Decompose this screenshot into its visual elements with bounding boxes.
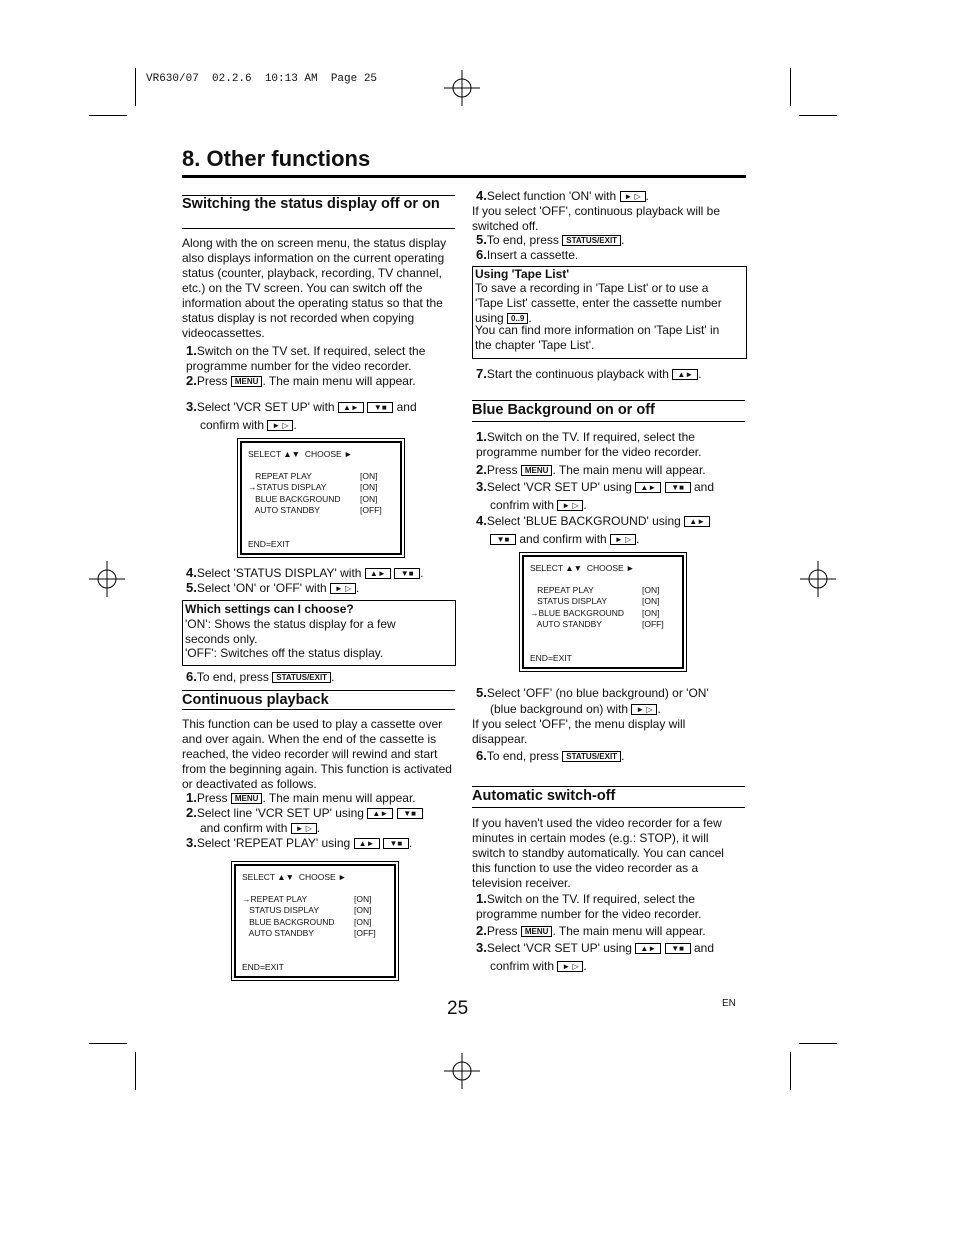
down-stop-key: ▼■ [665,943,691,954]
step-text: Select function 'ON' with [486,189,617,203]
step-text: 4. [476,188,487,203]
menu-value: [ON] [354,905,372,915]
step-text: To end, press [486,749,559,763]
step-text: . The main menu will appear. [262,374,416,388]
blue-step-5 [476,685,746,701]
info-box-tape-list [472,266,747,359]
menu-header: SELECT ▲▼ CHOOSE ► [530,563,635,573]
menu-footer: END=EXIT [242,962,284,972]
menu-value: [ON] [360,471,378,481]
step-text: 3. [186,835,197,850]
info-box-settings [182,600,456,666]
info-box-line: 'OFF': Switches off the status display. [185,646,384,660]
menu-row: AUTO STANDBY [530,619,602,629]
auto-heading: Automatic switch-off [472,788,616,804]
section-rule [472,807,745,808]
continuous-step-2 [186,805,456,821]
status-step-1 [186,343,446,374]
step-text: 3. [476,940,487,955]
up-right-key: ▲► [367,808,393,819]
continuous-step-4: 4.Select function 'ON' with ► ▷ . [476,188,649,203]
play-key: ► ▷ [631,704,657,715]
menu-value: [ON] [642,585,660,595]
step-text: Switch on the TV. If required, select the programme number for the video recorder. [476,892,702,921]
step-text: Select line 'VCR SET UP' using [196,806,364,820]
crop-mark [799,115,837,116]
step-text: 5. [186,580,197,595]
down-stop-key: ▼■ [490,534,516,545]
menu-value: [ON] [360,482,378,492]
step-text: Press [486,463,518,477]
step-text: Select 'VCR SET UP' using [486,480,632,494]
menu-key: MENU [521,926,553,937]
menu-value: [ON] [354,894,372,904]
crop-mark [790,68,791,106]
auto-step-3 [476,940,746,956]
page-number: 25 [447,998,469,1019]
continuous-heading: Continuous playback [182,692,329,708]
step-text: 4. [476,513,487,528]
step-text: Select 'ON' or 'OFF' with [196,581,327,595]
digits-key: 0..9 [507,313,528,324]
blue-heading: Blue Background on or off [472,402,655,418]
step-text: 2. [476,923,487,938]
step-text: and confirm with [519,532,607,546]
step-text: 1. [186,790,197,805]
menu-row: BLUE BACKGROUND [242,917,335,927]
registration-mark-icon [444,1053,480,1089]
play-key: ► ▷ [291,823,317,834]
blue-step-3-confirm: confrim with ► ▷ . [490,498,587,512]
crop-mark [790,1052,791,1090]
step-text: Switch on the TV set. If required, select the programme number for the video recorder. [186,344,426,373]
down-stop-key: ▼■ [397,808,423,819]
status-step-4: 4.Select 'STATUS DISPLAY' with ▲► ▼■ . [186,565,424,580]
step-text: confirm with [200,418,265,432]
step-text: 6. [476,247,487,262]
title-rule [182,175,746,178]
registration-mark-icon [89,561,125,597]
status-exit-key: STATUS/EXIT [562,751,621,762]
blue-step-6: 6.To end, press STATUS/EXIT . [476,748,625,763]
down-stop-key: ▼■ [367,402,393,413]
step-text: 5. [476,685,487,700]
continuous-step-3: 3.Select 'REPEAT PLAY' using ▲► ▼■ . [186,835,413,850]
step-text: Select 'BLUE BACKGROUND' using [486,514,681,528]
status-exit-key: STATUS/EXIT [562,235,621,246]
menu-row: REPEAT PLAY [248,471,312,481]
info-box-title: Using 'Tape List' [475,267,570,281]
step-text: Select 'VCR SET UP' using [486,941,632,955]
step-text: 2. [476,462,487,477]
crop-mark [135,1052,136,1090]
blue-step-2 [476,462,746,478]
play-key: ► ▷ [610,534,636,545]
auto-intro: If you haven't used the video recorder for a few minutes in certain modes (e.g.: STOP), it will switch to standby automatically. You can cancel this function to use the video recorder as a television receiver. [472,816,724,890]
crop-mark [89,115,127,116]
step-text: (blue background on) with [490,702,629,716]
menu-row: REPEAT PLAY [530,585,594,595]
osd-menu-repeat [231,861,399,981]
auto-step-2 [476,923,746,939]
crop-mark [135,68,136,106]
step-text: 6. [476,748,487,763]
menu-footer: END=EXIT [530,653,572,663]
crop-mark [799,1043,837,1044]
step-text: 1. [476,891,487,906]
menu-value: [ON] [354,917,372,927]
step-text: and confirm with [200,821,288,835]
status-exit-key: STATUS/EXIT [272,672,331,683]
status-step-3-confirm: confirm with ► ▷ . [200,418,297,432]
registration-mark-icon [444,70,480,106]
continuous-step-4-note: If you select 'OFF', continuous playback will be switched off. [472,204,721,233]
status-step-3 [186,399,456,415]
status-step-5: 5.Select 'ON' or 'OFF' with ► ▷ . [186,580,360,595]
menu-value: [ON] [642,596,660,606]
step-text: 5. [476,232,487,247]
up-right-key: ▲► [684,516,710,527]
menu-key: MENU [521,465,553,476]
step-text: . The main menu will appear. [552,924,706,938]
step-text: and [693,480,714,494]
continuous-step-1 [186,790,456,806]
crop-mark [89,1043,127,1044]
info-box-line: 'ON': Shows the status display for a few seconds only. [185,617,396,646]
blue-step-4 [476,513,746,529]
step-text: 3. [476,479,487,494]
step-text: Press [196,374,228,388]
section-rule [182,709,455,710]
step-text: 2. [186,373,197,388]
menu-row-selected: →REPEAT PLAY [242,894,308,904]
blue-step-3 [476,479,746,495]
status-step-6: 6.To end, press STATUS/EXIT . [186,669,335,684]
step-text: Select 'REPEAT PLAY' using [196,836,351,850]
info-box-title: Which settings can I choose? [185,602,354,616]
step-text: Select 'OFF' (no blue background) or 'ON' [486,686,709,700]
up-right-key: ▲► [338,402,364,413]
step-text: and [693,941,714,955]
step-text: Press [486,924,518,938]
auto-step-3-confirm: confrim with ► ▷ . [490,959,587,973]
down-stop-key: ▼■ [394,568,420,579]
up-right-key: ▲► [354,838,380,849]
menu-header: SELECT ▲▼ CHOOSE ► [248,449,353,459]
language-code: EN [722,998,736,1009]
section-rule [182,228,455,229]
menu-value: [OFF] [360,505,382,515]
step-text: 2. [186,805,197,820]
menu-row: AUTO STANDBY [242,928,314,938]
continuous-intro: This function can be used to play a cassette over and over again. When the end of the cassette is reached, the video recorder will rewind and start from the beginning again. This function is activated or deactivated as follows. [182,717,452,791]
step-text: . The main menu will appear. [552,463,706,477]
section-rule [472,421,745,422]
osd-menu-status [237,438,405,558]
section-rule [472,786,745,787]
menu-footer: END=EXIT [248,539,290,549]
menu-value: [OFF] [354,928,376,938]
continuous-step-2-confirm: and confirm with ► ▷ . [200,821,321,835]
play-key: ► ▷ [557,961,583,972]
step-text: 1. [186,343,197,358]
status-step-2 [186,373,456,389]
step-text: confrim with [490,959,555,973]
step-text: Select 'STATUS DISPLAY' with [196,566,362,580]
step-text: 6. [186,669,197,684]
page-title: 8. Other functions [182,146,371,171]
up-right-key: ▲► [635,482,661,493]
step-text: 4. [186,565,197,580]
step-text: 3. [186,399,197,414]
menu-value: [OFF] [642,619,664,629]
menu-row: BLUE BACKGROUND [248,494,341,504]
step-text: confrim with [490,498,555,512]
play-key: ► ▷ [267,420,293,431]
auto-step-1 [476,891,738,922]
step-text: Press [196,791,228,805]
up-right-key: ▲► [635,943,661,954]
step-text: Insert a cassette. [486,248,579,262]
menu-row: STATUS DISPLAY [242,905,319,915]
step-text: . The main menu will appear. [262,791,416,805]
blue-step-5-note: If you select 'OFF', the menu display will disappear. [472,717,686,746]
section-rule [182,690,455,691]
down-stop-key: ▼■ [383,838,409,849]
step-text: Start the continuous playback with [486,367,669,381]
continuous-step-5: 5.To end, press STATUS/EXIT . [476,232,625,247]
up-right-key: ▲► [365,568,391,579]
menu-key: MENU [231,793,263,804]
menu-key: MENU [231,376,263,387]
step-text: Select 'VCR SET UP' with [196,400,335,414]
step-text: To end, press [486,233,559,247]
play-key: ► ▷ [330,583,356,594]
info-box-line: You can find more information on 'Tape List' in the chapter 'Tape List'. [475,323,720,352]
status-intro: Along with the on screen menu, the status display also displays information on the current operating status (counter, playback, recording, TV channel, etc.) on the TV screen. You can switch off the information about the operating status so that the status display is not recorded when copying videocassettes. [182,236,447,340]
step-text: 7. [476,366,487,381]
step-text: and [396,400,417,414]
menu-value: [ON] [642,608,660,618]
menu-value: [ON] [360,494,378,504]
registration-mark-icon [800,561,836,597]
down-stop-key: ▼■ [665,482,691,493]
print-header: VR630/07 02.2.6 10:13 AM Page 25 [146,73,378,85]
section-rule [472,400,745,401]
step-text: To end, press [196,670,269,684]
blue-step-1 [476,429,738,460]
info-box-line: To save a recording in 'Tape List' or to use a 'Tape List' cassette, enter the cassette number using 0..9 . [475,281,722,325]
menu-row: AUTO STANDBY [248,505,320,515]
blue-step-5-cont: (blue background on) with ► ▷ . [490,702,661,716]
continuous-step-7: 7.Start the continuous playback with ▲► . [476,366,702,381]
step-text: 1. [476,429,487,444]
status-heading: Switching the status display off or on [182,196,440,212]
osd-menu-blue [519,552,687,672]
menu-row: STATUS DISPLAY [530,596,607,606]
menu-row-selected: →BLUE BACKGROUND [530,608,624,618]
menu-row-selected: →STATUS DISPLAY [248,482,327,492]
menu-header: SELECT ▲▼ CHOOSE ► [242,872,347,882]
continuous-step-6 [476,247,746,263]
up-right-key: ▲► [672,369,698,380]
blue-step-4-confirm: ▼■ and confirm with ► ▷ . [490,532,639,547]
play-key: ► ▷ [620,191,646,202]
step-text: Switch on the TV. If required, select the programme number for the video recorder. [476,430,702,459]
play-key: ► ▷ [557,500,583,511]
